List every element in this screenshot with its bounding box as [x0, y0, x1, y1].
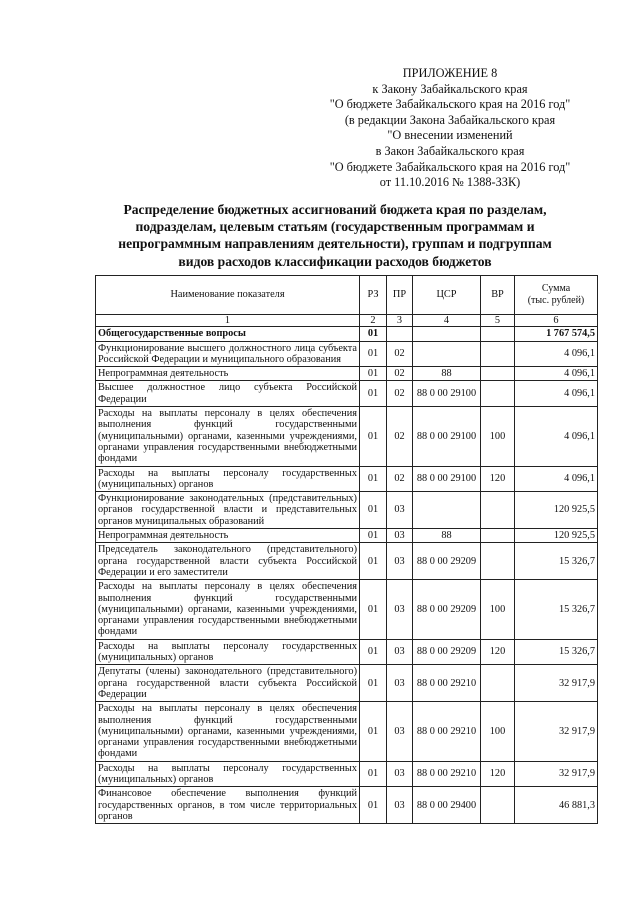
- cell-pr: 03: [387, 580, 413, 639]
- header-vr: ВР: [481, 276, 515, 315]
- column-index: 2: [360, 315, 387, 327]
- cell-rz: 01: [360, 580, 387, 639]
- cell-vr: [481, 367, 515, 381]
- cell-csr: 88 0 00 29210: [413, 665, 481, 702]
- cell-vr: 120: [481, 466, 515, 492]
- budget-table: [95, 275, 598, 824]
- cell-sum: 32 917,9: [515, 665, 598, 702]
- title-line: видов расходов классификации расходов бюджетов: [178, 253, 492, 269]
- header-csr: ЦСР: [413, 276, 481, 315]
- cell-rz: 01: [360, 639, 387, 665]
- column-index-row: [96, 315, 598, 327]
- table-row: [96, 580, 598, 639]
- table-row: [96, 761, 598, 787]
- cell-name: Расходы на выплаты персоналу государственных (муниципальных) органов: [96, 466, 360, 492]
- cell-sum: 4 096,1: [515, 381, 598, 407]
- document-title: [100, 201, 570, 270]
- cell-csr: [413, 341, 481, 367]
- cell-csr: 88: [413, 529, 481, 543]
- cell-vr: [481, 341, 515, 367]
- cell-pr: 03: [387, 492, 413, 529]
- cell-pr: 02: [387, 466, 413, 492]
- cell-sum: 15 326,7: [515, 543, 598, 580]
- cell-rz: 01: [360, 407, 387, 466]
- title-line: подразделам, целевым статьям (государственным программам и: [135, 219, 535, 235]
- cell-csr: 88 0 00 29210: [413, 761, 481, 787]
- cell-csr: 88 0 00 29100: [413, 381, 481, 407]
- cell-name: Расходы на выплаты персоналу в целях обеспечения выполнения функций государственными (муниципальными) органами, казенными учреждениями, органами управления государственными внебюджетными фондами: [96, 580, 360, 639]
- cell-name: Председатель законодательного (представительного) органа государственной власти субъекта Российской Федерации и его заместители: [96, 543, 360, 580]
- table-row: [96, 787, 598, 824]
- cell-sum: 15 326,7: [515, 639, 598, 665]
- appendix-line: от 11.10.2016 № 1388-ЗЗК): [379, 175, 521, 190]
- cell-csr: 88 0 00 29209: [413, 543, 481, 580]
- appendix-line: "О бюджете Забайкальского края на 2016 год": [329, 159, 571, 174]
- cell-sum: 4 096,1: [515, 407, 598, 466]
- cell-vr: [481, 787, 515, 824]
- appendix-line: "О внесении изменений: [387, 128, 513, 143]
- cell-pr: 02: [387, 381, 413, 407]
- cell-csr: 88 0 00 29400: [413, 787, 481, 824]
- cell-name: Общегосударственные вопросы: [96, 327, 360, 341]
- appendix-line: (в редакции Закона Забайкальского края: [344, 112, 556, 127]
- cell-pr: 03: [387, 543, 413, 580]
- cell-rz: 01: [360, 529, 387, 543]
- table-row: [96, 407, 598, 466]
- table-row: [96, 639, 598, 665]
- table-row: [96, 529, 598, 543]
- column-index: 4: [413, 315, 481, 327]
- cell-name: Расходы на выплаты персоналу в целях обеспечения выполнения функций государственными (муниципальными) органами, казенными учреждениями, органами управления государственными внебюджетными фондами: [96, 407, 360, 466]
- cell-sum: 1 767 574,5: [515, 327, 598, 341]
- cell-sum: 32 917,9: [515, 702, 598, 761]
- header-rz: РЗ: [360, 276, 387, 315]
- cell-csr: [413, 327, 481, 341]
- cell-pr: 03: [387, 665, 413, 702]
- cell-csr: 88 0 00 29209: [413, 639, 481, 665]
- cell-name: Непрограммная деятельность: [96, 367, 360, 381]
- column-index: 6: [515, 315, 598, 327]
- cell-csr: [413, 492, 481, 529]
- header-pr: ПР: [387, 276, 413, 315]
- cell-rz: 01: [360, 761, 387, 787]
- cell-sum: 120 925,5: [515, 529, 598, 543]
- cell-rz: 01: [360, 367, 387, 381]
- column-index: 1: [96, 315, 360, 327]
- column-index: 3: [387, 315, 413, 327]
- cell-pr: 02: [387, 407, 413, 466]
- cell-pr: 02: [387, 367, 413, 381]
- cell-vr: 120: [481, 639, 515, 665]
- appendix-line: к Закону Забайкальского края: [372, 81, 528, 96]
- table-row: [96, 327, 598, 341]
- cell-vr: [481, 529, 515, 543]
- cell-name: Расходы на выплаты персоналу в целях обеспечения выполнения функций государственными (муниципальными) органами, казенными учреждениями, органами управления государственными внебюджетными фондами: [96, 702, 360, 761]
- cell-rz: 01: [360, 341, 387, 367]
- cell-name: Депутаты (члены) законодательного (представительного) органа государственной власти субъекта Российской Федерации: [96, 665, 360, 702]
- cell-pr: 03: [387, 529, 413, 543]
- cell-name: Высшее должностное лицо субъекта Российской Федерации: [96, 381, 360, 407]
- cell-rz: 01: [360, 702, 387, 761]
- cell-vr: [481, 543, 515, 580]
- cell-rz: 01: [360, 327, 387, 341]
- table-header-row: [96, 276, 598, 315]
- appendix-line: "О бюджете Забайкальского края на 2016 год": [329, 97, 571, 112]
- cell-rz: 01: [360, 381, 387, 407]
- cell-name: Финансовое обеспечение выполнения функций государственных органов, в том числе территориальных органов: [96, 787, 360, 824]
- cell-vr: 100: [481, 407, 515, 466]
- cell-sum: 4 096,1: [515, 466, 598, 492]
- cell-csr: 88 0 00 29209: [413, 580, 481, 639]
- cell-name: Расходы на выплаты персоналу государственных (муниципальных) органов: [96, 761, 360, 787]
- cell-rz: 01: [360, 466, 387, 492]
- cell-csr: 88 0 00 29100: [413, 407, 481, 466]
- cell-pr: 03: [387, 702, 413, 761]
- header-name: Наименование показателя: [96, 276, 360, 315]
- cell-sum: 15 326,7: [515, 580, 598, 639]
- cell-sum: 46 881,3: [515, 787, 598, 824]
- cell-vr: 100: [481, 702, 515, 761]
- title-line: Распределение бюджетных ассигнований бюджета края по разделам,: [123, 202, 547, 217]
- cell-pr: 03: [387, 761, 413, 787]
- cell-rz: 01: [360, 787, 387, 824]
- cell-vr: 120: [481, 761, 515, 787]
- cell-sum: 120 925,5: [515, 492, 598, 529]
- table-row: [96, 367, 598, 381]
- cell-pr: 03: [387, 639, 413, 665]
- column-index: 5: [481, 315, 515, 327]
- cell-vr: [481, 381, 515, 407]
- header-sum: [515, 276, 598, 315]
- cell-vr: 100: [481, 580, 515, 639]
- cell-vr: [481, 327, 515, 341]
- cell-vr: [481, 492, 515, 529]
- cell-csr: 88 0 00 29100: [413, 466, 481, 492]
- cell-sum: 4 096,1: [515, 341, 598, 367]
- table-row: [96, 341, 598, 367]
- appendix-line: ПРИЛОЖЕНИЕ 8: [402, 66, 498, 80]
- appendix-line: в Закон Забайкальского края: [375, 143, 525, 158]
- cell-rz: 01: [360, 543, 387, 580]
- cell-csr: 88 0 00 29210: [413, 702, 481, 761]
- title-line: непрограммным направлениям деятельности), группам и подгруппам: [118, 236, 552, 252]
- cell-sum: 4 096,1: [515, 367, 598, 381]
- table-row: [96, 543, 598, 580]
- cell-rz: 01: [360, 665, 387, 702]
- cell-csr: 88: [413, 367, 481, 381]
- cell-sum: 32 917,9: [515, 761, 598, 787]
- header-sum-line2: (тыс. рублей): [527, 295, 585, 306]
- table-row: [96, 702, 598, 761]
- cell-pr: 02: [387, 341, 413, 367]
- table-row: [96, 665, 598, 702]
- cell-name: Функционирование высшего должностного лица субъекта Российской Федерации и муниципального образования: [96, 341, 360, 367]
- table-row: [96, 492, 598, 529]
- cell-name: Расходы на выплаты персоналу государственных (муниципальных) органов: [96, 639, 360, 665]
- cell-pr: 03: [387, 787, 413, 824]
- cell-vr: [481, 665, 515, 702]
- cell-pr: [387, 327, 413, 341]
- cell-name: Функционирование законодательных (представительных) органов государственной власти и представительных органов муниципальных образований: [96, 492, 360, 529]
- appendix-header: [300, 66, 600, 191]
- cell-name: Непрограммная деятельность: [96, 529, 360, 543]
- cell-rz: 01: [360, 492, 387, 529]
- table-row: [96, 381, 598, 407]
- table-row: [96, 466, 598, 492]
- header-sum-line1: Сумма: [541, 283, 571, 294]
- table-body: [96, 327, 598, 824]
